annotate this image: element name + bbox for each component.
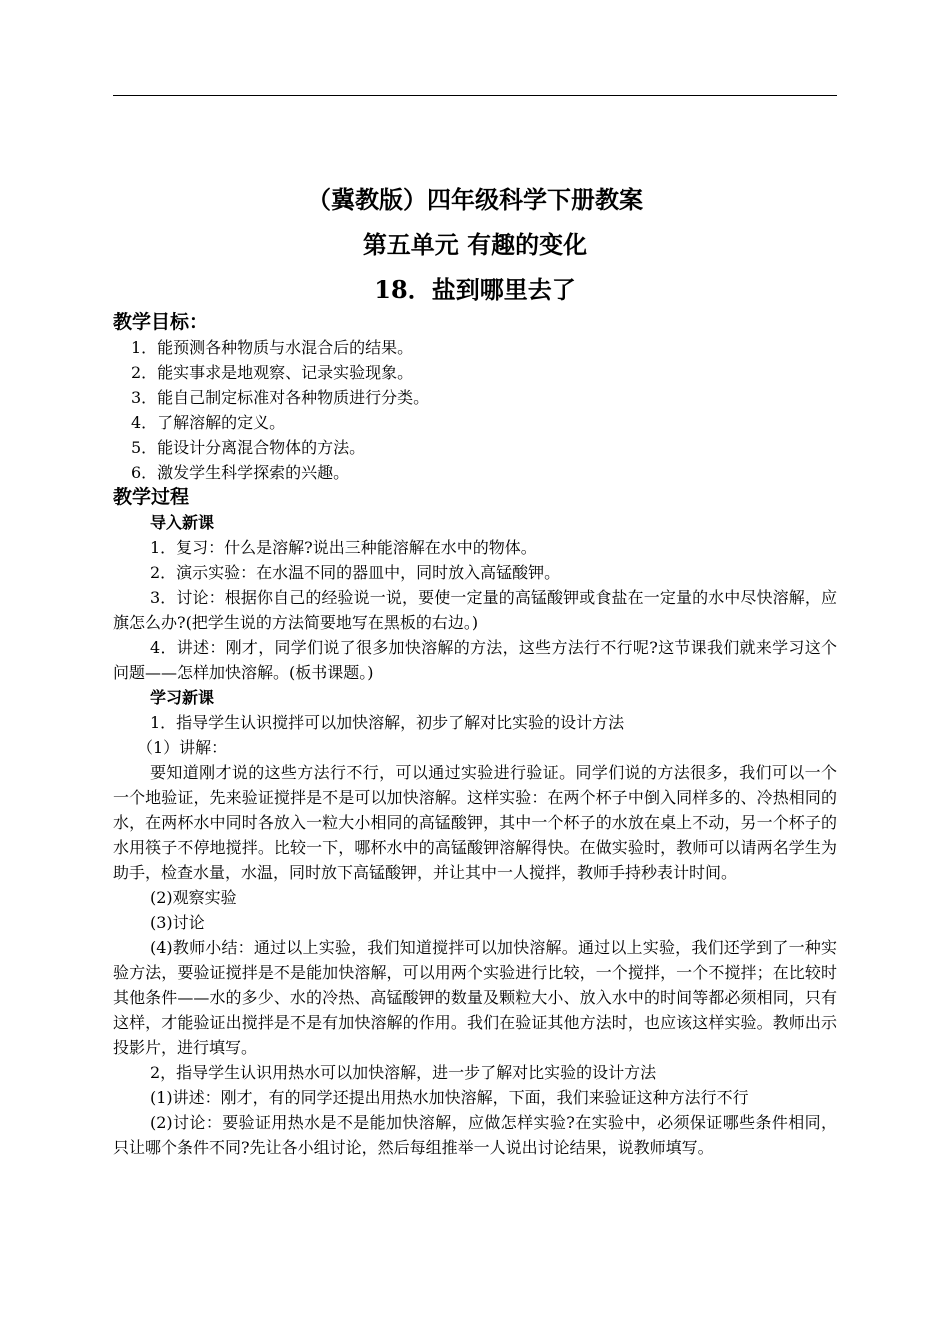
objective-item: 4．了解溶解的定义。: [131, 413, 286, 432]
intro-paragraph: 2．演示实验：在水温不同的器皿中，同时放入高锰酸钾。: [150, 563, 561, 582]
objectives-heading: 教学目标：: [113, 311, 209, 333]
document-title: （冀教版）四年级科学下册教案: [307, 185, 643, 214]
lesson-step-1-explanation: 要知道刚才说的这些方法行不行，可以通过实验进行验证。同学们说的方法很多，我们可以一个一个地验证，先来验证搅拌是不是可以加快溶解。这样实验：在两个杯子中倒入同样多的、冷热相同的水，在两杯水中同时各放入一粒大小相同的高锰酸钾，其中一个杯子的水放在桌上不动，另一个杯子的水用筷子不停地搅拌。比较一下，哪杯水中的高锰酸钾溶解得快。在做实验时，教师可以请两名学生为助手，检查水量，水温，同时放下高锰酸钾，并让其中一人搅拌，教师手持秒表计时间。: [113, 763, 837, 882]
lesson-step-1-sub: （1）讲解：: [137, 738, 228, 757]
objective-item: 2．能实事求是地观察、记录实验现象。: [131, 363, 414, 382]
intro-paragraph: 3．讨论：根据你自己的经验说一说，要使一定量的高锰酸钾或食盐在一定量的水中尽快溶解，应旗怎么办?(把学生说的方法简要地写在黑板的右边。): [113, 588, 837, 632]
lesson-title: 18．盐到哪里去了: [374, 275, 576, 304]
objectives-list: [113, 335, 837, 485]
objective-item: 1．能预测各种物质与水混合后的结果。: [131, 338, 414, 357]
lesson-step-2-sub: (1)讲述：刚才，有的同学还提出用热水加快溶解，下面，我们来验证这种方法行不行: [150, 1088, 749, 1107]
process-heading: 教学过程: [113, 486, 190, 508]
document-body: [113, 180, 837, 1160]
unit-title: 第五单元 有趣的变化: [362, 230, 588, 259]
intro-paragraph: 4．讲述：刚才，同学们说了很多加快溶解的方法，这些方法行不行呢?这节课我们就来学习这个问题——怎样加快溶解。(板书课题。): [113, 638, 837, 682]
lesson-step-1-summary: (4)教师小结：通过以上实验，我们知道搅拌可以加快溶解。通过以上实验，我们还学到了一种实验方法，要验证搅拌是不是能加快溶解，可以用两个实验进行比较，一个搅拌，一个不搅拌；在比较时其他条件——水的多少、水的冷热、高锰酸钾的数量及颗粒大小、放入水中的时间等都必须相同，只有这样，才能验证出搅拌是不是有加快溶解的作用。我们在验证其他方法时，也应该这样实验。教师出示投影片，进行填写。: [113, 938, 837, 1057]
lesson-step-1-sub: (2)观察实验: [150, 888, 237, 907]
lesson-step-2-sub: (2)讨论：要验证用热水是不是能加快溶解，应做怎样实验?在实验中，必须保证哪些条件相同，只让哪个条件不同?先让各小组讨论，然后每组推举一人说出讨论结果，说教师填写。: [113, 1113, 837, 1157]
lesson-step-1: 1．指导学生认识搅拌可以加快溶解，初步了解对比实验的设计方法: [150, 713, 625, 732]
objective-item: 6．激发学生科学探索的兴趣。: [131, 463, 350, 482]
header-rule: [113, 95, 837, 96]
lesson-step-1-sub: (3)讨论: [150, 913, 205, 932]
new-lesson-heading: 学习新课: [150, 688, 215, 707]
intro-heading: 导入新课: [150, 513, 215, 532]
objective-item: 5．能设计分离混合物体的方法。: [131, 438, 366, 457]
lesson-step-2: 2，指导学生认识用热水可以加快溶解，进一步了解对比实验的设计方法: [150, 1063, 657, 1082]
objective-item: 3．能自己制定标准对各种物质进行分类。: [131, 388, 430, 407]
intro-paragraph: 1．复习：什么是溶解?说出三种能溶解在水中的物体。: [150, 538, 537, 557]
